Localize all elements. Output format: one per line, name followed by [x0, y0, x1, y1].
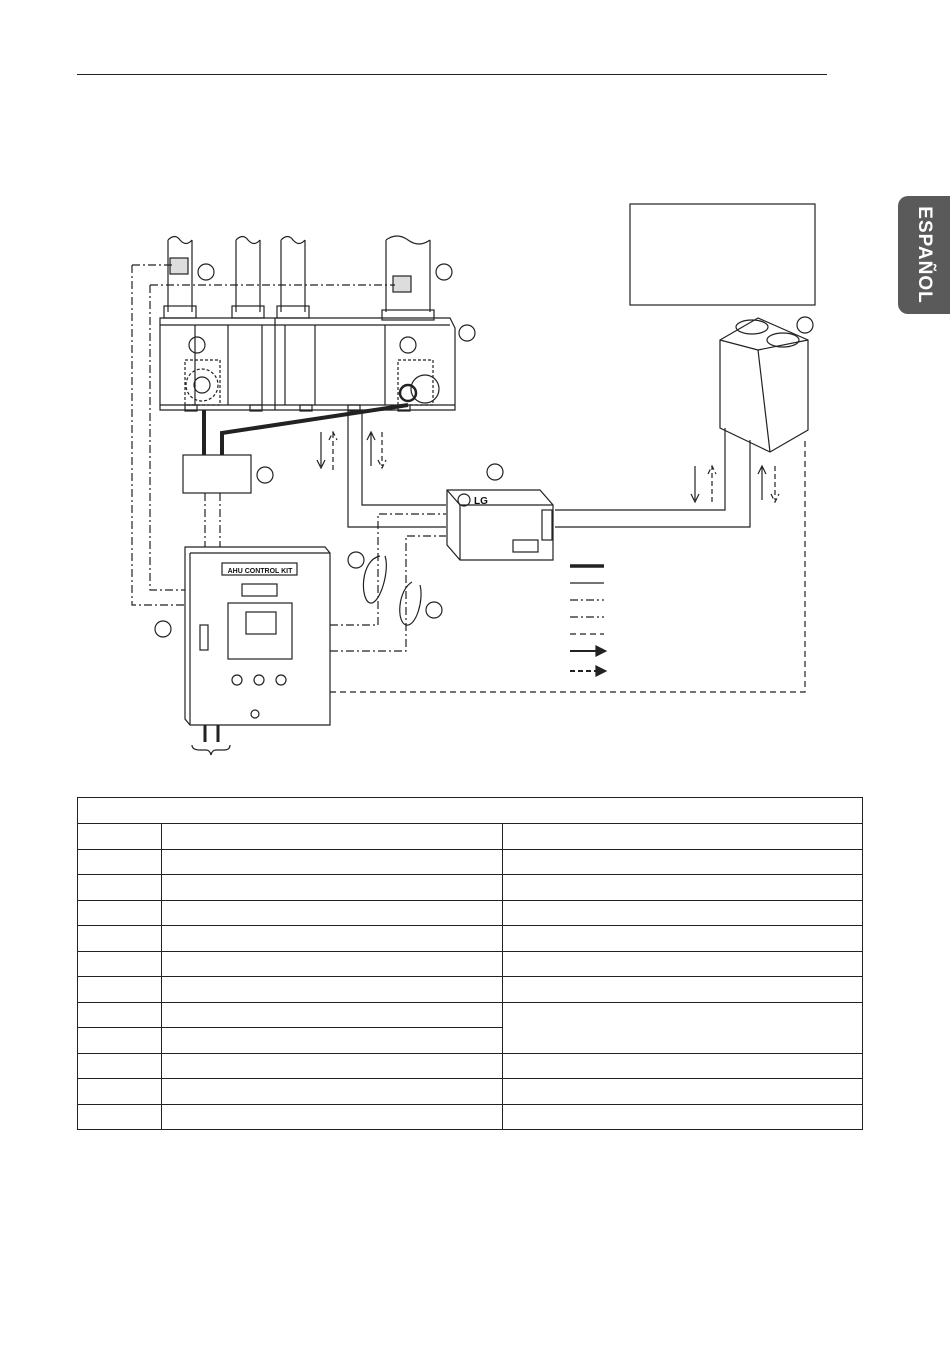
table-header-row [78, 798, 863, 824]
indoor-unit-brand: LG [474, 496, 488, 507]
table-row [78, 1002, 863, 1028]
info-box [630, 204, 815, 305]
sensor-right [393, 276, 411, 292]
parts-table [77, 797, 863, 1130]
air-handling-unit [160, 318, 455, 411]
control-kit-label: AHU CONTROL KIT [227, 568, 293, 575]
table-row [78, 1053, 863, 1079]
table-row [78, 824, 863, 850]
language-tab-label: ESPAÑOL [914, 206, 935, 304]
table-row [78, 875, 863, 901]
table-row [78, 900, 863, 926]
table-row [78, 849, 863, 875]
table-row [78, 977, 863, 1003]
indoor-unit [447, 490, 553, 560]
callout-markers [155, 264, 813, 637]
table-row [78, 951, 863, 977]
line-legend [570, 566, 606, 676]
table-row [78, 1104, 863, 1130]
table-row [78, 1079, 863, 1105]
control-box [183, 455, 251, 493]
outdoor-unit [720, 318, 808, 452]
sensor-left [170, 258, 188, 274]
table-row [78, 926, 863, 952]
